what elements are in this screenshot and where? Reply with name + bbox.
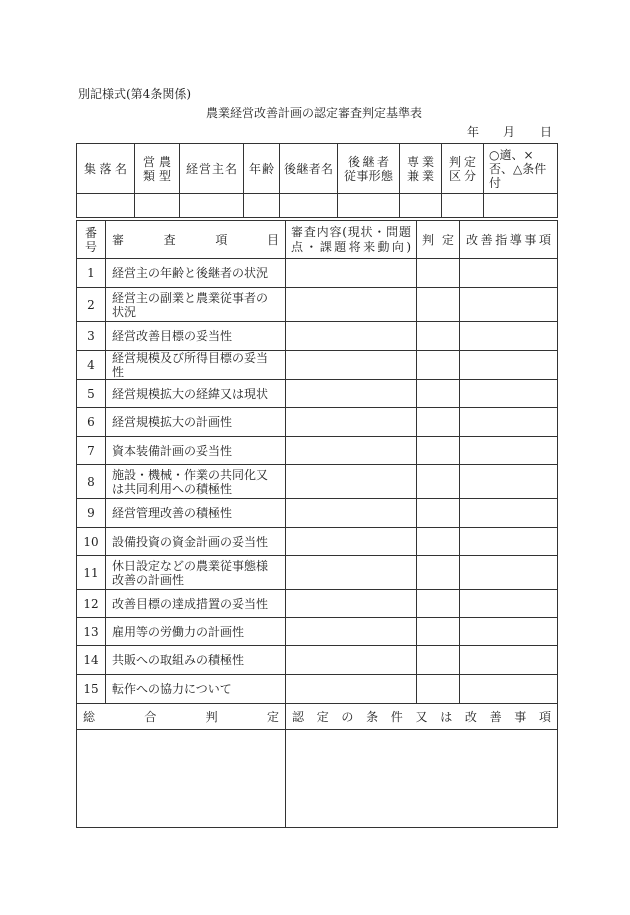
guidance-cell[interactable] [460,465,558,499]
header-manager-name: 経営主名 [180,144,244,194]
header-farm-type: 営農 類型 [135,144,180,194]
judgement-cell[interactable] [417,528,460,556]
header-guidance: 改善指導事項 [460,221,558,259]
guidance-cell[interactable] [460,590,558,618]
review-item-text: 経営管理改善の積極性 [106,499,286,528]
conditions-field[interactable] [286,730,558,828]
review-item-text: 転作への協力について [106,675,286,704]
guidance-cell[interactable] [460,322,558,351]
judgement-cell[interactable] [417,556,460,590]
review-content-cell[interactable] [286,288,417,322]
review-content-cell[interactable] [286,675,417,704]
row-number: 8 [77,465,106,499]
header-judge-legend: ○適、×否、△条件付 [484,144,558,194]
review-row [77,322,558,351]
farm-type-cell[interactable] [135,194,180,218]
review-row [77,556,558,590]
review-row [77,259,558,288]
review-item-text: 資本装備計画の妥当性 [106,437,286,465]
village-cell[interactable] [77,194,135,218]
review-row [77,618,558,646]
review-content-cell[interactable] [286,380,417,408]
review-content-cell[interactable] [286,322,417,351]
header-judge-category: 判定 区分 [442,144,484,194]
judgement-cell[interactable] [417,408,460,437]
review-row [77,590,558,618]
review-row [77,288,558,322]
review-content-cell[interactable] [286,556,417,590]
review-item-text: 経営規模拡大の経緯又は現状 [106,380,286,408]
judgement-cell[interactable] [417,437,460,465]
guidance-cell[interactable] [460,259,558,288]
review-content-cell[interactable] [286,499,417,528]
judgement-cell[interactable] [417,646,460,675]
review-content-cell[interactable] [286,590,417,618]
review-content-cell[interactable] [286,528,417,556]
date-month: 月 [503,125,516,139]
judge-legend-cell[interactable] [484,194,558,218]
guidance-cell[interactable] [460,528,558,556]
judgement-cell[interactable] [417,380,460,408]
header-age: 年齢 [244,144,280,194]
review-content-cell[interactable] [286,646,417,675]
date-day: 日 [540,125,553,139]
successor-name-cell[interactable] [280,194,338,218]
judgement-cell[interactable] [417,618,460,646]
info-table [76,143,558,218]
review-row [77,351,558,380]
age-cell[interactable] [244,194,280,218]
review-item-text: 施設・機械・作業の共同化又は共同利用への積極性 [106,465,286,499]
review-row [77,675,558,704]
row-number: 1 [77,259,106,288]
review-content-cell[interactable] [286,618,417,646]
review-item-text: 休日設定などの農業従事態様改善の計画性 [106,556,286,590]
review-item-text: 雇用等の労働力の計画性 [106,618,286,646]
guidance-cell[interactable] [460,437,558,465]
review-row [77,528,558,556]
row-number: 14 [77,646,106,675]
review-item-text: 経営規模拡大の計画性 [106,408,286,437]
judgement-cell[interactable] [417,499,460,528]
conditions-label: 認定の条件又は改善事項 [286,704,558,730]
header-review-item: 審査項目 [106,221,286,259]
header-review-content: 審査内容(現状・問題点・課題将来動向) [286,221,417,259]
row-number: 7 [77,437,106,465]
guidance-cell[interactable] [460,351,558,380]
successor-form-cell[interactable] [338,194,400,218]
review-content-cell[interactable] [286,408,417,437]
judgement-cell[interactable] [417,288,460,322]
guidance-cell[interactable] [460,288,558,322]
overall-judgement-field[interactable] [77,730,286,828]
row-number: 11 [77,556,106,590]
guidance-cell[interactable] [460,618,558,646]
review-content-cell[interactable] [286,259,417,288]
header-judgement: 判定 [417,221,460,259]
review-item-text: 設備投資の資金計画の妥当性 [106,528,286,556]
review-item-text: 共販への取組みの積極性 [106,646,286,675]
row-number: 6 [77,408,106,437]
fulltime-parttime-cell[interactable] [400,194,442,218]
review-row [77,465,558,499]
header-number: 番号 [77,221,106,259]
header-fulltime-parttime: 専業 兼業 [400,144,442,194]
review-row [77,499,558,528]
row-number: 9 [77,499,106,528]
judgement-cell[interactable] [417,322,460,351]
review-item-text: 経営改善目標の妥当性 [106,322,286,351]
row-number: 15 [77,675,106,704]
review-item-text: 経営主の副業と農業従事者の状況 [106,288,286,322]
row-number: 5 [77,380,106,408]
review-table [76,220,558,828]
judge-category-cell[interactable] [442,194,484,218]
guidance-cell[interactable] [460,408,558,437]
header-village: 集落名 [77,144,135,194]
date-year: 年 [467,125,480,139]
form-label: 別記様式(第4条関係) [78,87,191,101]
review-row [77,646,558,675]
manager-name-cell[interactable] [180,194,244,218]
review-item-text: 改善目標の達成措置の妥当性 [106,590,286,618]
overall-judgement-label: 総合判定 [77,704,286,730]
judgement-cell[interactable] [417,351,460,380]
row-number: 13 [77,618,106,646]
review-content-cell[interactable] [286,351,417,380]
guidance-cell[interactable] [460,646,558,675]
review-content-cell[interactable] [286,465,417,499]
review-content-cell[interactable] [286,437,417,465]
guidance-cell[interactable] [460,675,558,704]
guidance-cell[interactable] [460,380,558,408]
review-row [77,408,558,437]
row-number: 2 [77,288,106,322]
row-number: 10 [77,528,106,556]
review-item-text: 経営規模及び所得目標の妥当性 [106,351,286,380]
header-successor-name: 後継者名 [280,144,338,194]
guidance-cell[interactable] [460,556,558,590]
row-number: 12 [77,590,106,618]
guidance-cell[interactable] [460,499,558,528]
review-item-text: 経営主の年齢と後継者の状況 [106,259,286,288]
review-row [77,437,558,465]
judgement-cell[interactable] [417,465,460,499]
judgement-cell[interactable] [417,590,460,618]
judgement-cell[interactable] [417,259,460,288]
row-number: 3 [77,322,106,351]
review-row [77,380,558,408]
header-successor-form: 後継者 従事形態 [338,144,400,194]
judgement-cell[interactable] [417,675,460,704]
page-title: 農業経営改善計画の認定審査判定基準表 [206,106,423,120]
row-number: 4 [77,351,106,380]
